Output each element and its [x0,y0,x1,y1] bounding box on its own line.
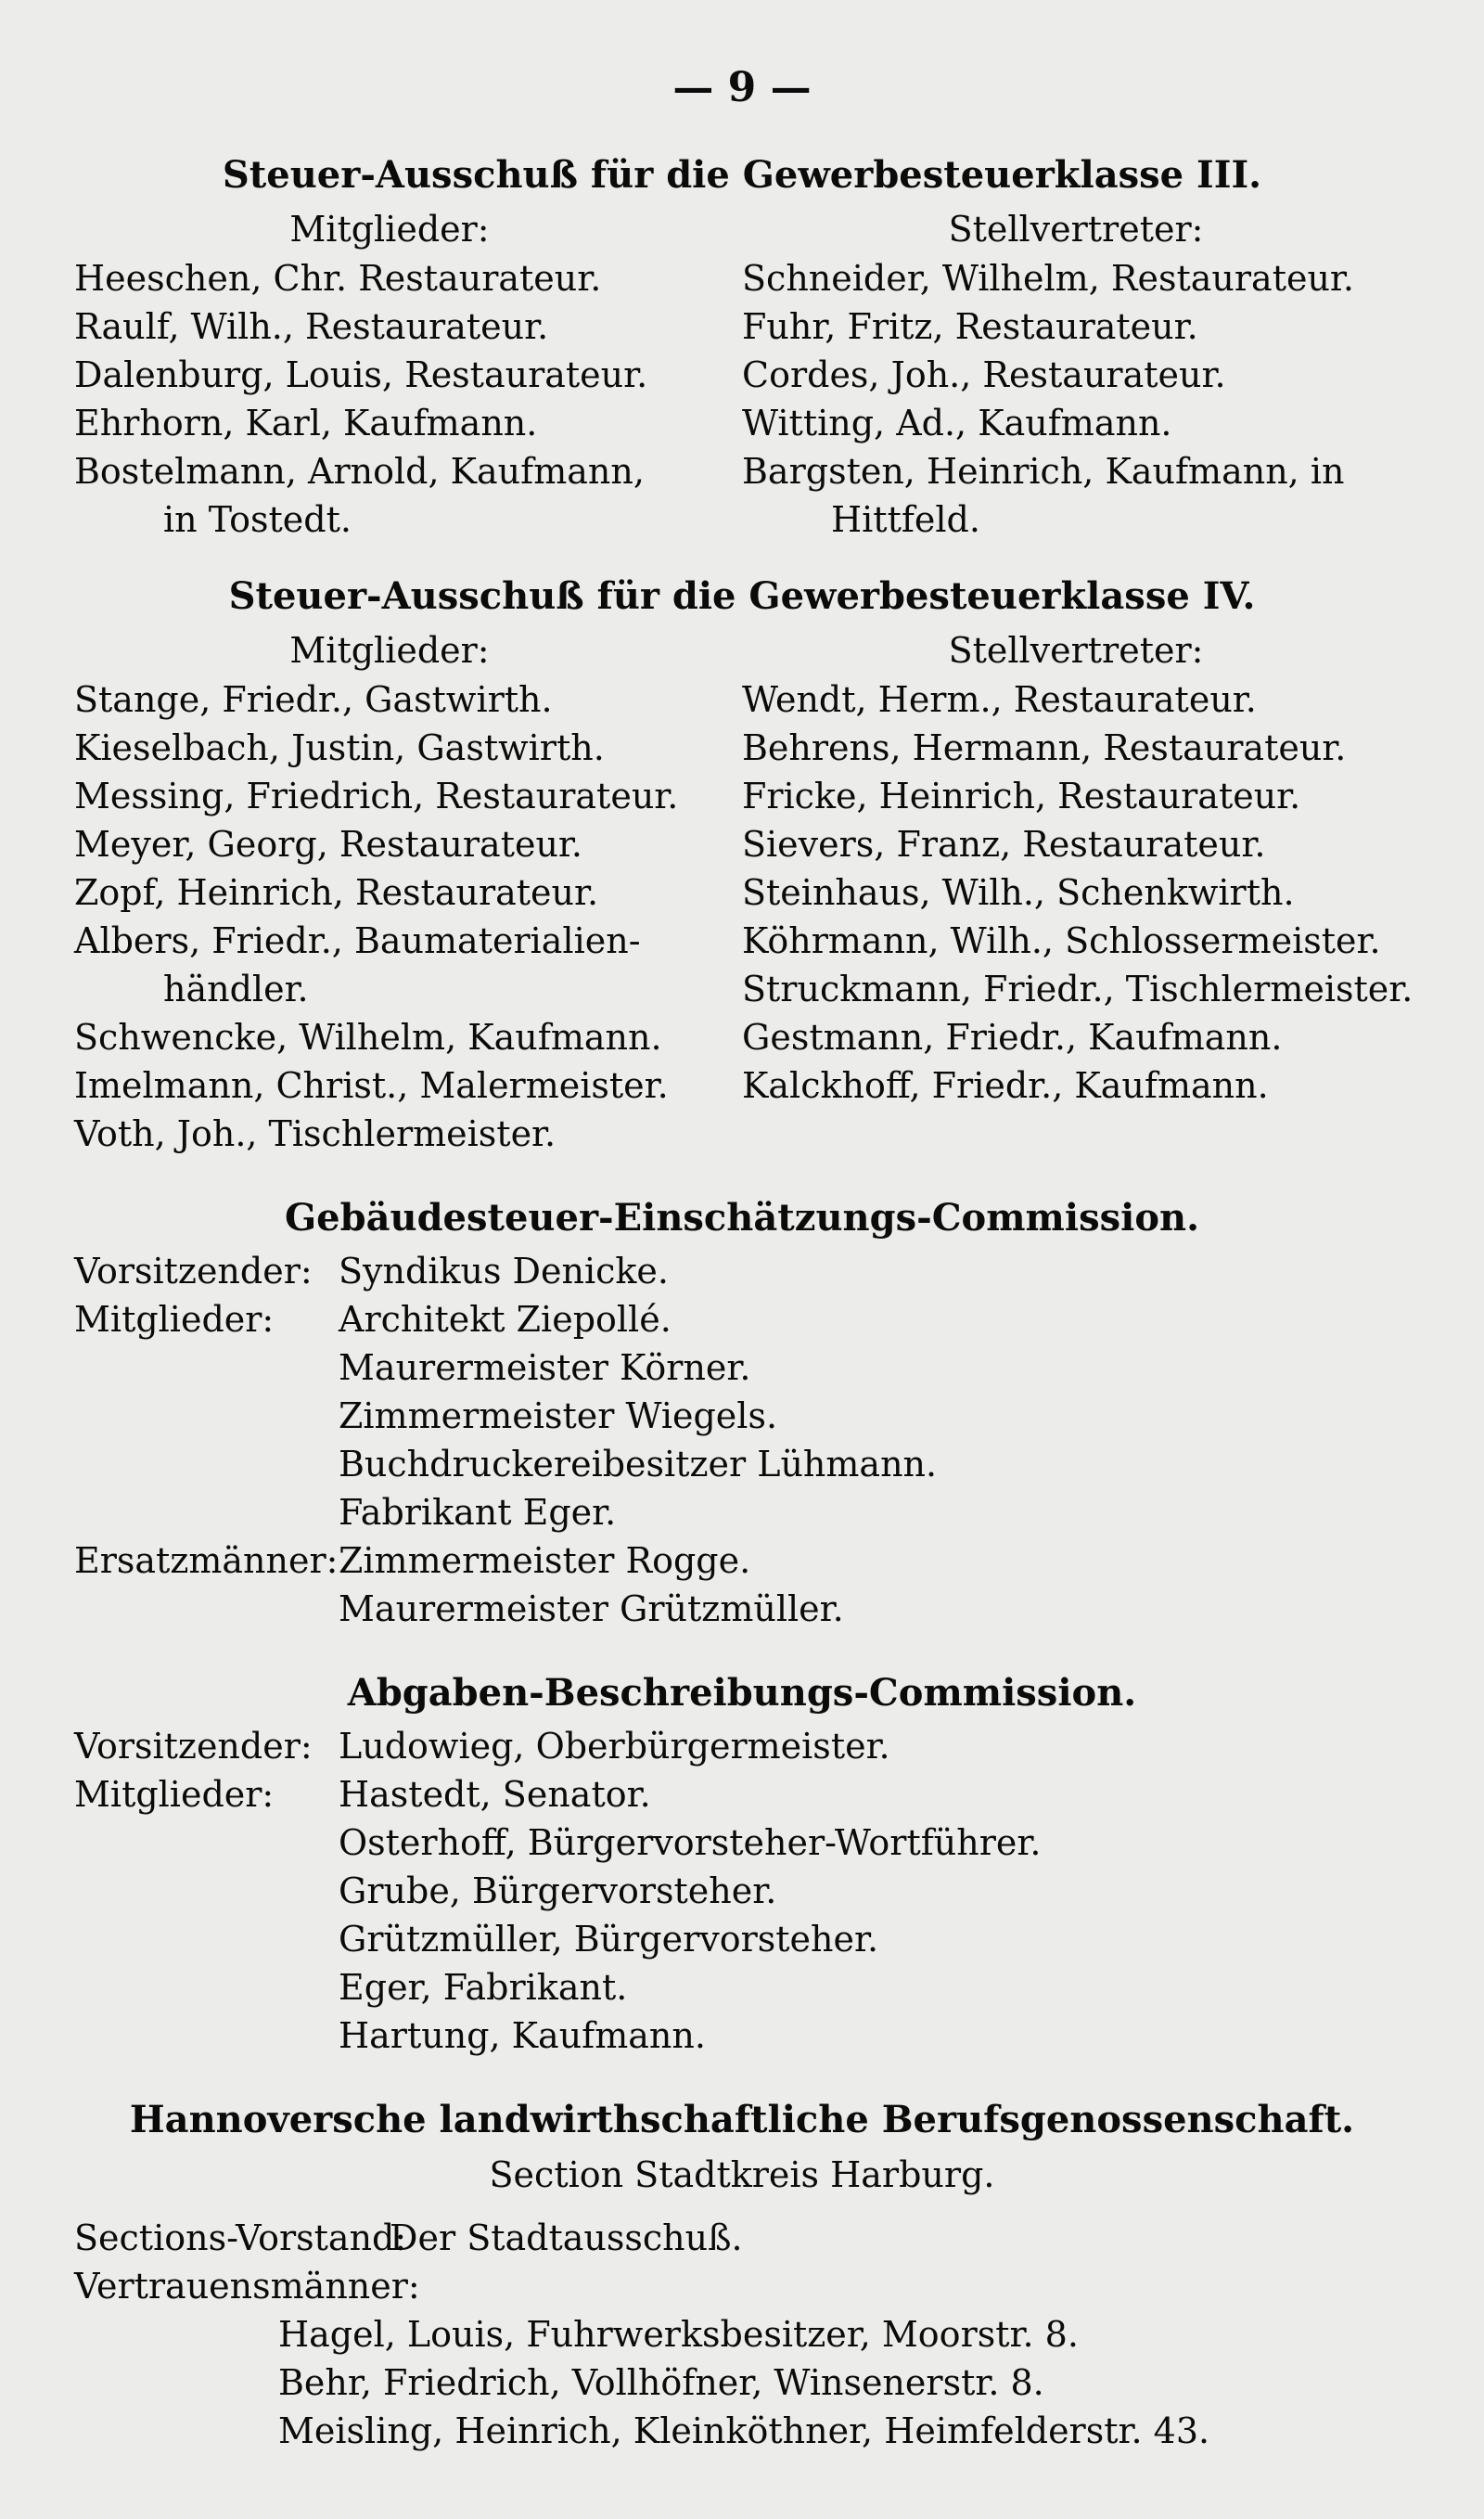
blank-label [74,1585,339,1633]
member-entry: Osterhoff, Bürgervorsteher-Wortführer. [339,1822,1042,1863]
board-value: Der Stadtausschuß. [390,2217,743,2258]
trustee-entry: Behr, Friedrich, Vollhöfner, Winsenerstr. 8. [278,2362,1044,2403]
members-column [74,204,705,544]
deputy-entry: Fricke, Heinrich, Restaurateur. [742,776,1301,816]
member-entry: Stange, Friedr., Gastwirth. [74,679,553,720]
member-entry: Voth, Joh., Tischlermeister. [74,1113,556,1154]
member-entry: Zopf, Heinrich, Restaurateur. [74,872,599,913]
chair-label: Vorsitzender: [74,1251,313,1292]
blank-label [74,1440,339,1488]
member-entry: Meyer, Georg, Restaurateur. [74,824,582,865]
blank-label [74,1915,339,1963]
chair-value: Syndikus Denicke. [339,1251,669,1292]
deputy-entry: Kalckhoff, Friedr., Kaufmann. [742,1065,1269,1106]
blank-label [74,1963,339,2011]
member-entry: Grube, Bürgervorsteher. [339,1870,777,1911]
members-label: Mitglieder: [74,1774,275,1815]
building-tax-commission [74,1247,1410,1633]
section-title-building-tax: Gebäudesteuer-Einschätzungs-Commission. [284,1196,1199,1240]
chair-value: Ludowieg, Oberbürgermeister. [339,1726,890,1767]
member-entry: Maurermeister Körner. [339,1347,751,1388]
deputy-entry: Sievers, Franz, Restaurateur. [742,824,1266,865]
blank-label [74,1819,339,1867]
members-heading: Mitglieder: [289,630,490,671]
member-entry: Bostelmann, Arnold, Kaufmann, [74,451,645,492]
members-row-cont [74,2011,1410,2060]
levy-commission [74,1722,1410,2060]
member-entry: Messing, Friedrich, Restaurateur. [74,776,679,816]
members-row [74,1295,1410,1343]
chair-label: Vorsitzender: [74,1726,313,1767]
deputy-entry: Cordes, Joh., Restaurateur. [742,354,1226,395]
member-entry-continued: in Tostedt. [163,499,352,540]
deputy-entry: Behrens, Hermann, Restaurateur. [742,727,1347,768]
deputy-entry: Struckmann, Friedr., Tischlermeister. [742,969,1414,1009]
substitutes-row [74,1536,1410,1585]
member-entry: Imelmann, Christ., Malermeister. [74,1065,669,1106]
deputy-entry: Gestmann, Friedr., Kaufmann. [742,1017,1283,1058]
section-title-class-3: Steuer-Ausschuß für die Gewerbesteuerklasse III. [222,153,1262,197]
member-entry: Ehrhorn, Karl, Kaufmann. [74,403,538,443]
member-entry: Architekt Ziepollé. [339,1299,672,1340]
members-row-cont [74,1488,1410,1536]
members-row-cont [74,1440,1410,1488]
page-number: — 9 — [672,64,812,111]
blank-label [74,1488,339,1536]
members-row [74,1770,1410,1819]
member-entry: Hartung, Kaufmann. [339,2015,706,2056]
members-row-cont [74,1915,1410,1963]
section-title-class-4: Steuer-Ausschuß für die Gewerbesteuerklasse IV. [228,574,1256,618]
member-entry: Zimmermeister Wiegels. [339,1395,778,1436]
board-row [74,2214,1410,2262]
section-title-levy-commission: Abgaben-Beschreibungs-Commission. [347,1671,1137,1715]
deputy-entry: Bargsten, Heinrich, Kaufmann, in [742,451,1345,492]
trustee-entry: Hagel, Louis, Fuhrwerksbesitzer, Moorstr. 8. [278,2314,1079,2355]
member-entry: Fabrikant Eger. [339,1492,617,1533]
deputy-entry: Schneider, Wilhelm, Restaurateur. [742,258,1354,299]
member-entry: Hastedt, Senator. [339,1774,651,1815]
blank-label [74,1392,339,1440]
deputy-entry: Steinhaus, Wilh., Schenkwirth. [742,872,1295,913]
substitute-entry: Zimmermeister Rogge. [339,1540,751,1581]
deputy-entry: Witting, Ad., Kaufmann. [742,403,1172,443]
blank-label [74,2011,339,2060]
trade-association [74,2214,1410,2455]
member-entry: Albers, Friedr., Baumaterialien- [74,920,641,961]
substitutes-row-cont [74,1585,1410,1633]
members-row-cont [74,1819,1410,1867]
blank-label [74,1343,339,1392]
deputy-entry: Wendt, Herm., Restaurateur. [742,679,1257,720]
deputy-entry: Köhrmann, Wilh., Schlossermeister. [742,920,1381,961]
blank-label [74,1867,339,1915]
members-row-cont [74,1963,1410,2011]
members-row-cont [74,1392,1410,1440]
members-column [74,625,705,1158]
chair-row [74,1247,1410,1295]
members-row-cont [74,1867,1410,1915]
member-entry-continued: händler. [163,969,309,1009]
deputy-entry: Fuhr, Fritz, Restaurateur. [742,306,1198,347]
trustees-label: Vertrauensmänner: [74,2266,420,2307]
member-entry: Dalenburg, Louis, Restaurateur. [74,354,648,395]
member-entry: Schwencke, Wilhelm, Kaufmann. [74,1017,662,1058]
members-row-cont [74,1343,1410,1392]
members-label: Mitglieder: [74,1299,275,1340]
member-entry: Heeschen, Chr. Restaurateur. [74,258,602,299]
section-4-columns [74,625,1414,1158]
substitute-entry: Maurermeister Grützmüller. [339,1588,844,1629]
section-title-trade-association: Hannoversche landwirthschaftliche Berufsgenossenschaft. [129,2098,1355,2141]
member-entry: Kieselbach, Justin, Gastwirth. [74,727,605,768]
members-heading: Mitglieder: [289,209,490,250]
deputies-heading: Stellvertreter: [948,209,1204,250]
section-subtitle: Section Stadtkreis Harburg. [489,2154,995,2195]
member-entry: Raulf, Wilh., Restaurateur. [74,306,549,347]
chair-row [74,1722,1410,1770]
member-entry: Eger, Fabrikant. [339,1967,628,2008]
section-3-columns [74,204,1410,544]
member-entry: Grützmüller, Bürgervorsteher. [339,1919,879,1960]
trustee-entry: Meisling, Heinrich, Kleinköthner, Heimfelderstr. 43. [278,2410,1210,2451]
board-label: Sections-Vorstand: [74,2217,407,2258]
trustees-label-row [74,2262,1410,2310]
deputy-entry-continued: Hittfeld. [831,499,980,540]
deputies-column [742,204,1410,544]
member-entry: Buchdruckereibesitzer Lühmann. [339,1444,938,1484]
deputies-heading: Stellvertreter: [948,630,1204,671]
deputies-column [742,625,1414,1158]
substitutes-label: Ersatzmänner: [74,1540,339,1581]
